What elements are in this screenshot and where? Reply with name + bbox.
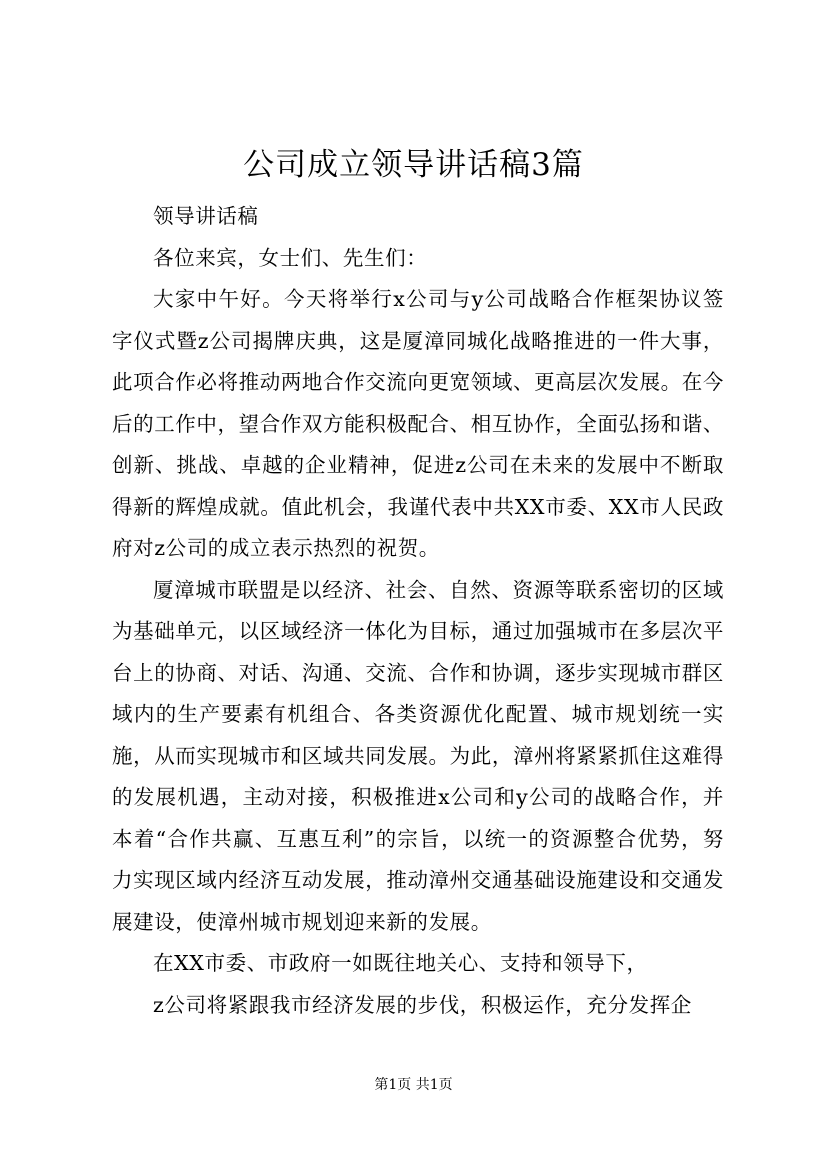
page-footer: 第1页 共1页 [374, 1077, 453, 1093]
paragraph-salutation: 各位来宾，女士们、先生们： [153, 245, 428, 270]
paragraph-support: 在XX市委、市政府一如既往地关心、支持和领导下， [153, 951, 648, 975]
paragraph-opening: 大家中午好。今天将举行x公司与y公司战略合作框架协议签字仪式暨z公司揭牌庆典，这是厦漳同城化战略推进的一件大事，此项合作必将推动两地合作交流向更宽领域、更高层次发展。在今后的工作中，望合作双方能积极配合、相互协作，全面弘扬和谐、创新、挑战、卓越的企业精神，促进z公司在未来的发展中不断取得新的辉煌成就。值此机会，我谨代表中共XX市委、XX市人民政府对z公司的成立表示热烈的祝贺。 [112, 287, 724, 560]
paragraph-heading: 领导讲话稿 [153, 204, 259, 228]
document-body [112, 196, 724, 1026]
paragraph-continuation: z公司将紧跟我市经济发展的步伐，积极运作，充分发挥企 [153, 992, 692, 1017]
paragraph-alliance: 厦漳城市联盟是以经济、社会、自然、资源等联系密切的区域为基础单元，以区域经济一体化为目标，通过加强城市在多层次平台上的协商、对话、沟通、交流、合作和协调，逐步实现城市群区域内的生产要素有机组合、各类资源优化配置、城市规划统一实施，从而实现城市和区域共同发展。为此，漳州将紧紧抓住这难得的发展机遇，主动对接，积极推进x公司和y公司的战略合作，并本着“合作共赢、互惠互利”的宗旨，以统一的资源整合优势，努力实现区域内经济互动发展，推动漳州交通基础设施建设和交通发展建设，使漳州城市规划迎来新的发展。 [112, 577, 724, 934]
document-title: 公司成立领导讲话稿3篇 [243, 147, 584, 183]
